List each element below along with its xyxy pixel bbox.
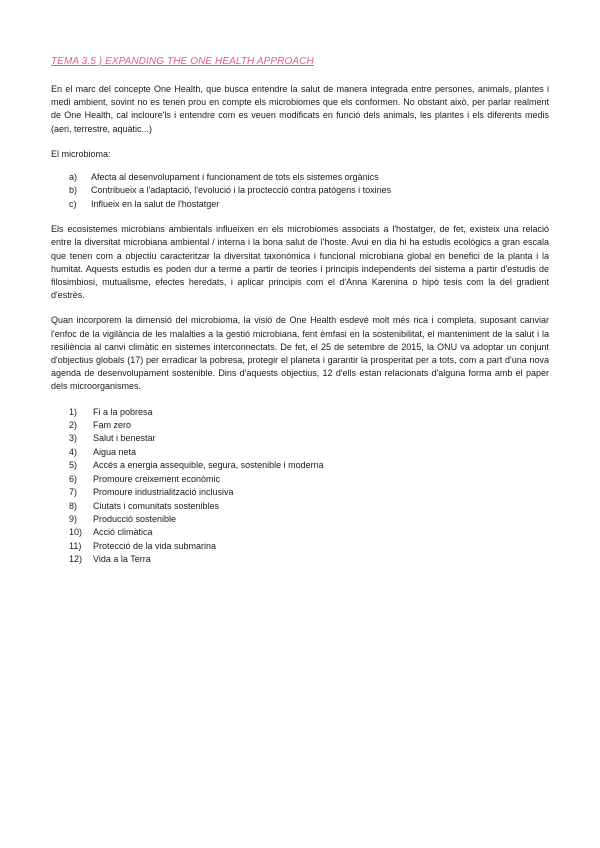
list-item: [51, 459, 549, 472]
list-item-marker: 3): [69, 433, 78, 444]
list-item: [51, 406, 549, 419]
list-item-marker: 11): [69, 540, 82, 551]
one-health-paragraph: Quan incorporem la dimensió del microbioma, la visió de One Health esdevé molt més rica i completa, suposant canviar l'enfoc de la vigilància de les malalties a la gestió microbiana, fent èmfasi en la sostenibilitat, el manteniment de la salut i la resiliència al canvi climàtic en sistemes interconnectats. De fet, el 25 de setembre de 2015, la ONU va adoptar un conjunt d'objectius globals (17) per erradicar la pobresa, protegir el planeta i garantir la prosperitat per a tots, com a part d'una nova agenda de desenvolupament sostenible. Dins d'aquests objectius, 12 d'ells estan relacionats d'alguna forma amb el paper dels microorganismes.: [51, 315, 549, 392]
list-item-text: Promoure creixement econòmic: [93, 473, 221, 484]
list-item: [51, 419, 549, 432]
list-item: [51, 198, 549, 211]
list-item-marker: 10): [69, 527, 83, 538]
list-item-text: Fam zero: [93, 420, 132, 431]
intro-paragraph: En el marc del concepte One Health, que busca entendre la salut de manera integrada entre persones, animals, plantes i medi ambient, sovint no es tenen prou en compte els microbiomes que els conformen. No obstant això, per parlar realment de One Health, cal incloure'ls i entendre com es veuen modificats en funció dels animals, les plantes i els diferents medis (aeri, terrestre, aquàtic...): [51, 84, 549, 134]
list-item-text: Producció sostenible: [93, 513, 177, 524]
list-item-marker: 5): [69, 460, 78, 471]
list-item: [51, 446, 549, 459]
list-item: [51, 486, 549, 499]
list-item-marker: 4): [69, 446, 78, 457]
list-item-text: Afecta al desenvolupament i funcionament de tots els sistemes orgànics: [91, 172, 379, 183]
list-item: [51, 540, 549, 553]
ecosystems-paragraph: Els ecosistemes microbians ambientals influeixen en els microbiomes associats a l'hostatger, de fet, existeix una relació entre la diversitat microbiana ambiental / interna i la bona salut de l'hoste. Avui en dia hi ha estudis ecològics a gran escala que tenen com a objectiu caracteritzar la diversitat taxonòmica i funcional microbiana global en benefici de la planta i la humitat. Aquests estudis es poden dur a terme a partir de teories i principis independents del sistema a partir d'estudis de filosimbiosi, mutualisme, efectes heredats, i aplicar principis com el d'Anna Karenina o hipò tesis com la del gradient d'estrès.: [51, 224, 549, 301]
list-item: [51, 513, 549, 526]
list-item-marker: b): [69, 185, 78, 196]
list-item: [51, 526, 549, 539]
microbioma-label: El microbioma:: [51, 148, 111, 159]
list-item-text: Protecció de la vida submarina: [93, 540, 217, 551]
list-item-marker: c): [69, 198, 77, 209]
objectives-list: [51, 406, 549, 567]
microbioma-list: [51, 171, 549, 211]
list-item-marker: 12): [69, 554, 83, 565]
list-item-text: Salut i benestar: [93, 433, 156, 444]
list-item-text: Vida a la Terra: [93, 554, 151, 565]
list-item-marker: 8): [69, 500, 78, 511]
list-item: [51, 432, 549, 445]
list-item: [51, 473, 549, 486]
list-item-text: Accés a energia assequible, segura, sostenible i moderna: [93, 460, 324, 471]
list-item-text: Acció climàtica: [93, 527, 153, 538]
list-item-text: Influeix en la salut de l'hostatger: [91, 198, 220, 209]
list-item: [51, 171, 549, 184]
section-title: TEMA 3.5 ) EXPANDING THE ONE HEALTH APPROACH: [51, 56, 314, 67]
list-item-text: Contribueix a l'adaptació, l'evolució i la proctecció contra patògens i toxines: [91, 185, 392, 196]
list-item-text: Aigua neta: [93, 446, 137, 457]
list-item-marker: 7): [69, 487, 78, 498]
list-item-marker: a): [69, 172, 78, 183]
list-item-text: Ciutats i comunitats sostenibles: [93, 500, 220, 511]
list-item-text: Fi a la pobresa: [93, 406, 153, 417]
list-item-marker: 9): [69, 513, 78, 524]
list-item: [51, 553, 549, 566]
list-item-marker: 1): [69, 406, 78, 417]
list-item-text: Promoure industrialització inclusiva: [93, 487, 234, 498]
list-item: [51, 500, 549, 513]
list-item-marker: 6): [69, 473, 78, 484]
list-item-marker: 2): [69, 420, 78, 431]
list-item: [51, 184, 549, 197]
